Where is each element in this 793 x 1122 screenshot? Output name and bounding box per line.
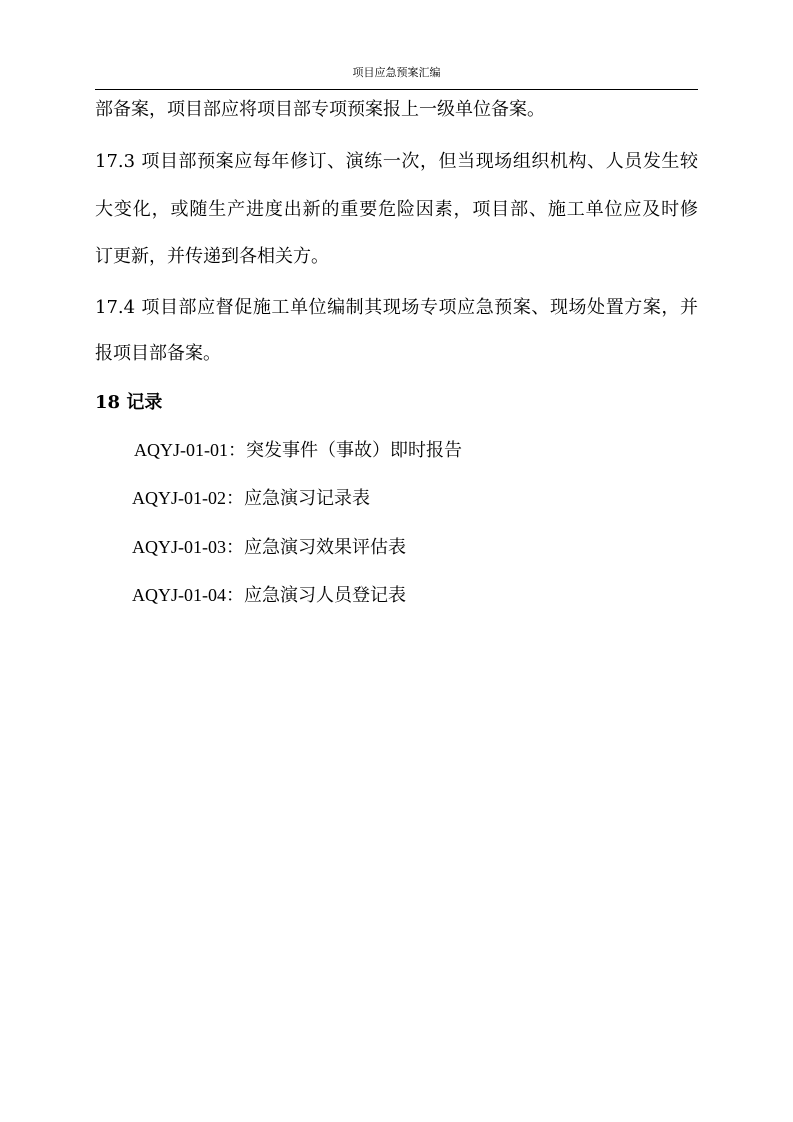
- record-title: ：应急演习记录表: [226, 488, 370, 509]
- record-title: ：应急演习效果评估表: [226, 537, 406, 558]
- section-heading: 18 记录: [95, 392, 163, 413]
- paragraph-line: 订更新，并传递到各相关方。: [95, 246, 329, 267]
- record-title: ：突发事件（事故）即时报告: [228, 440, 462, 461]
- record-item: [132, 486, 370, 511]
- paragraph-line: 17.3 项目部预案应每年修订、演练一次，但当现场组织机构、人员发生较: [95, 151, 698, 172]
- record-item: [134, 438, 462, 463]
- paragraph-line: 17.4 项目部应督促施工单位编制其现场专项应急预案、现场处置方案，并: [95, 297, 698, 318]
- record-code: AQYJ-01-02: [132, 488, 226, 508]
- record-item: [132, 535, 406, 560]
- paragraph-line: 部备案，项目部应将项目部专项预案报上一级单位备案。: [95, 99, 545, 120]
- record-title: ：应急演习人员登记表: [226, 585, 406, 606]
- page-header: 项目应急预案汇编: [352, 66, 441, 79]
- record-code: AQYJ-01-01: [134, 440, 228, 460]
- header-divider: [95, 89, 698, 90]
- record-item: [132, 583, 406, 608]
- record-code: AQYJ-01-03: [132, 537, 226, 557]
- paragraph-line: 大变化，或随生产进度出新的重要危险因素，项目部、施工单位应及时修: [95, 199, 698, 220]
- paragraph-line: 报项目部备案。: [95, 343, 221, 364]
- record-code: AQYJ-01-04: [132, 585, 226, 605]
